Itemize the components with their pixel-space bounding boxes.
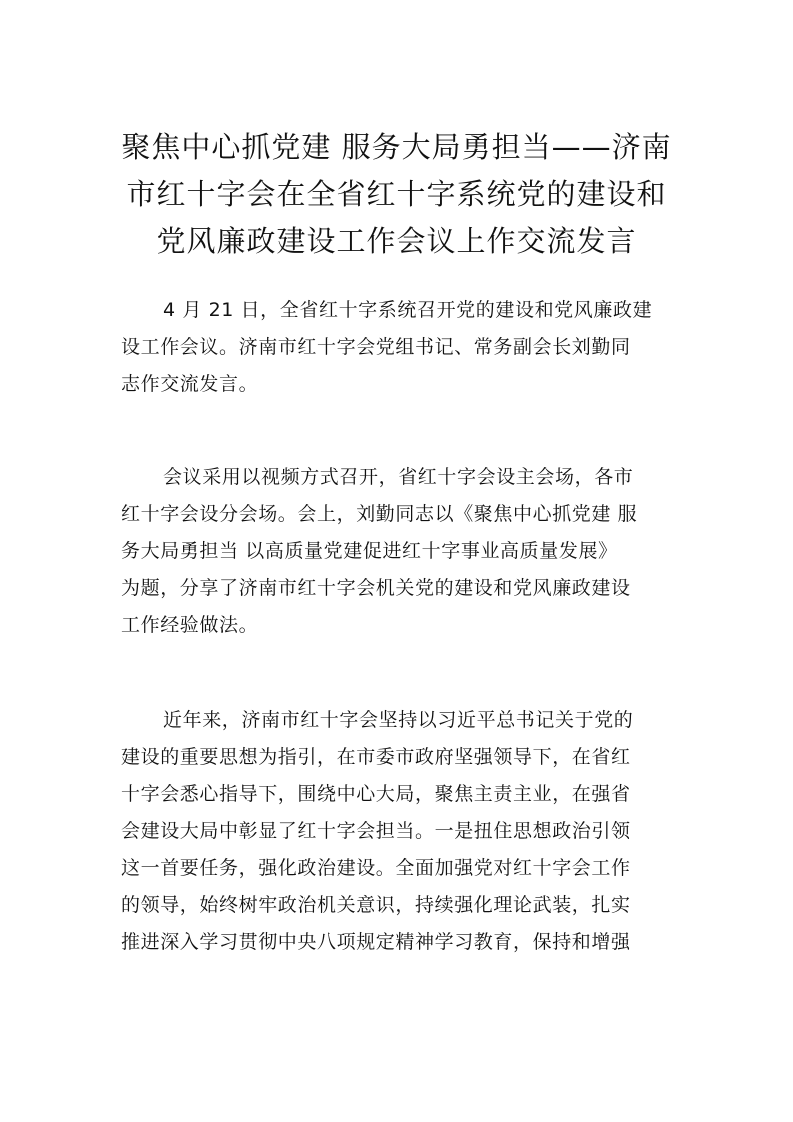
paragraph-line: 建设的重要思想为指引，在市委市政府坚强领导下，在省红 xyxy=(121,746,631,768)
paragraph-line: 工作经验做法。 xyxy=(121,614,259,636)
paragraph-line: 会建设大局中彰显了红十字会担当。一是扭住思想政治引领 xyxy=(121,820,631,842)
paragraph-line: 会议采用以视频方式召开，省红十字会设主会场，各市 xyxy=(163,466,634,488)
paragraph-line: 红十字会设分会场。会上，刘勤同志以《聚焦中心抓党建 服 xyxy=(121,503,638,525)
paragraph-line: 的领导，始终树牢政治机关意识，持续强化理论武装，扎实 xyxy=(121,894,631,916)
paragraph-line: 4 月 21 日，全省红十字系统召开党的建设和党风廉政建 xyxy=(163,299,653,321)
paragraph-line: 设工作会议。济南市红十字会党组书记、常务副会长刘勤同 xyxy=(121,336,631,358)
paragraph-line: 这一首要任务，强化政治建设。全面加强党对红十字会工作 xyxy=(121,857,631,879)
paragraph-line: 推进深入学习贯彻中央八项规定精神学习教育，保持和增强 xyxy=(121,931,631,953)
paragraph-line: 务大局勇担当 以高质量党建促进红十字事业高质量发展》 xyxy=(121,540,618,562)
title-line: 市红十字会在全省红十字系统党的建设和 xyxy=(126,177,667,211)
paragraph-line: 近年来，济南市红十字会坚持以习近平总书记关于党的 xyxy=(163,709,634,731)
paragraph-line: 志作交流发言。 xyxy=(121,373,259,395)
title-line: 聚焦中心抓党建 服务大局勇担当——济南 xyxy=(121,130,672,164)
title-line: 党风廉政建设工作会议上作交流发言 xyxy=(156,224,637,258)
paragraph-line: 十字会悉心指导下，围绕中心大局，聚焦主责主业，在强省 xyxy=(121,783,631,805)
paragraph-meeting-format xyxy=(121,459,676,644)
paragraph-line: 为题，分享了济南市红十字会机关党的建设和党风廉政建设 xyxy=(121,577,631,599)
paragraph-meeting-intro xyxy=(121,292,676,403)
paragraph-recent-years xyxy=(121,702,676,961)
document-title xyxy=(110,124,683,265)
